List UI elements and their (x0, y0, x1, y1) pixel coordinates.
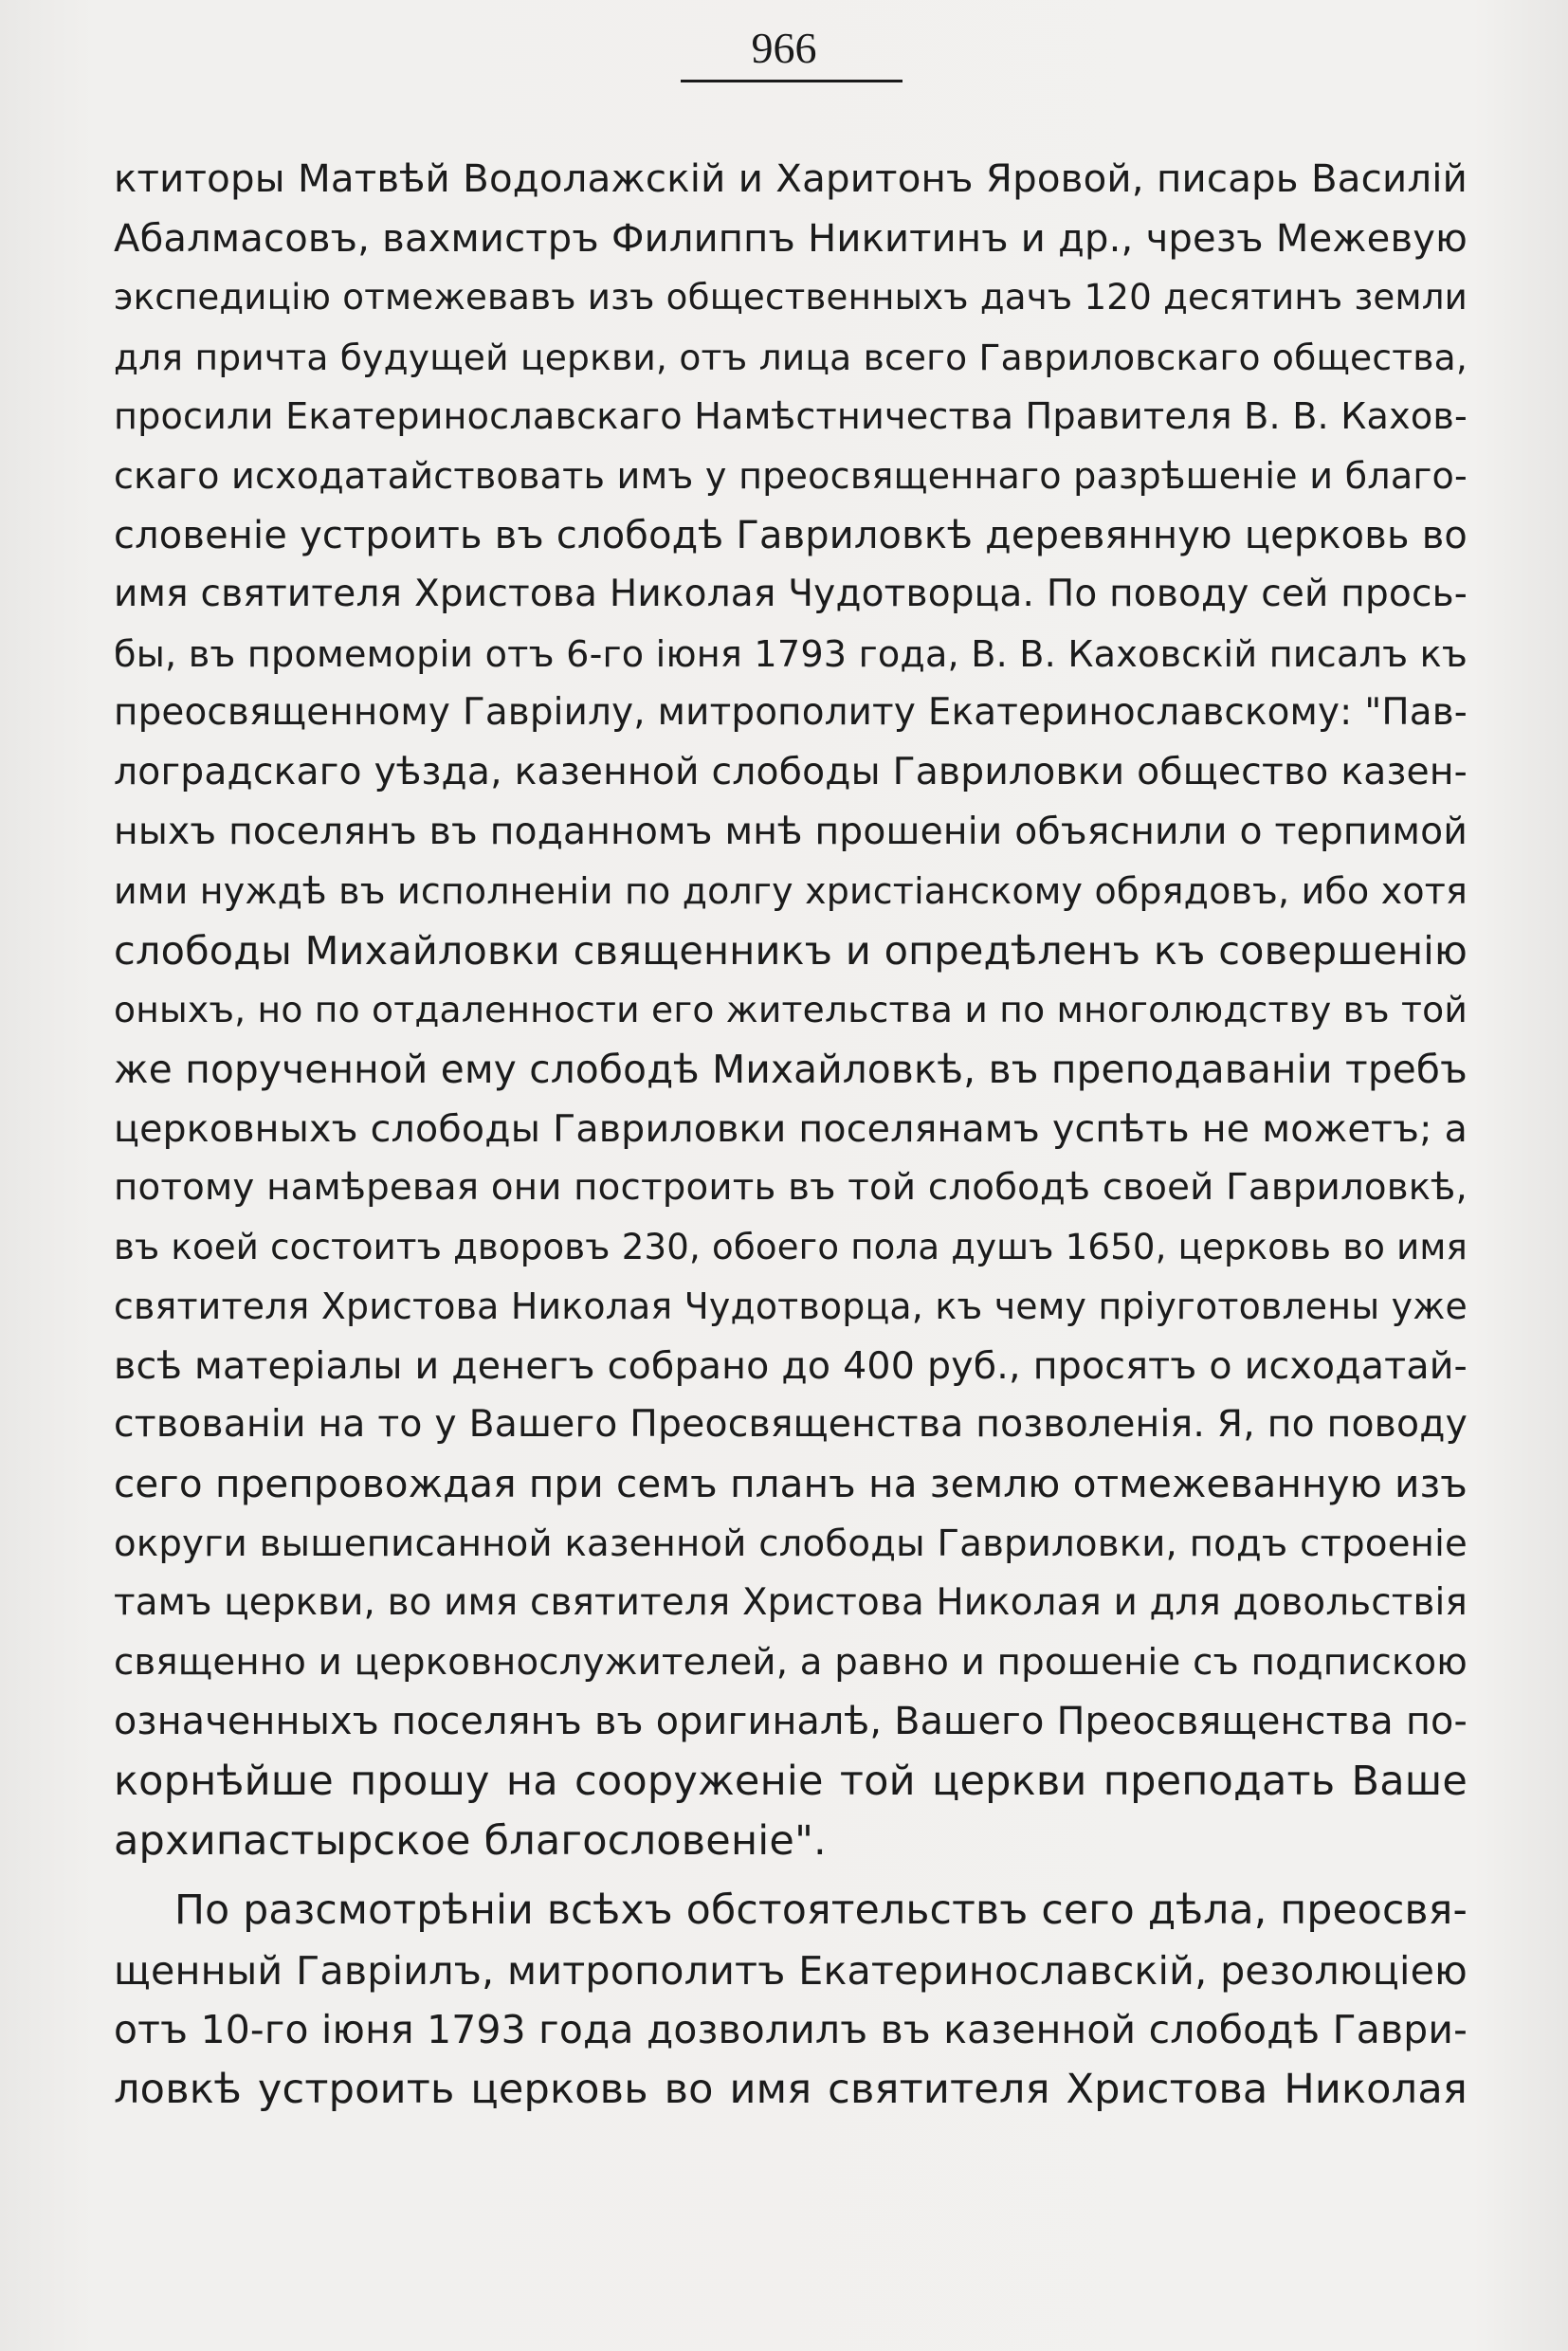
text-line: церковныхъ слободы Гавриловки поселянамъ успѣть не можетъ; а (114, 1106, 1468, 1151)
page-header (0, 24, 1568, 76)
text-line: въ коей состоитъ дворовъ 230, обоего пола душъ 1650, церковь во имя (114, 1226, 1468, 1267)
text-line: экспедицію отмежевавъ изъ общественныхъ дачъ 120 десятинъ земли (114, 277, 1468, 319)
text-line: имя святителя Христова Николая Чудотворца. По поводу сей прось- (114, 573, 1468, 616)
paragraph (114, 1882, 1468, 2119)
text-line: ныхъ поселянъ въ поданномъ мнѣ прошеніи объяснили о терпимой (114, 810, 1468, 853)
text-line: Абалмасовъ, вахмистръ Филиппъ Никитинъ и др., чрезъ Межевую (114, 216, 1468, 261)
text-line: оныхъ, но по отдаленности его жительства и по многолюдству въ той (114, 989, 1468, 1031)
text-line: скаго исходатайствовать имъ у преосвященнаго разрѣшеніе и благо- (114, 454, 1468, 497)
text-line: лоградскаго уѣзда, казенной слободы Гавриловки общество казен- (114, 750, 1468, 793)
text-line: потому намѣревая они построить въ той слободѣ своей Гавриловкѣ, (114, 1166, 1468, 1210)
header-rule (681, 80, 903, 82)
text-line: священно и церковнослужителей, а равно и прошеніе съ подпискою (114, 1640, 1468, 1684)
text-line: бы, въ промеморіи отъ 6-го іюня 1793 года, В. В. Каховскій писалъ къ (114, 632, 1468, 675)
text-line: округи вышеписанной казенной слободы Гавриловки, подъ строеніе (114, 1522, 1468, 1565)
text-line: ктиторы Матвѣй Водолажскій и Харитонъ Яровой, писарь Василій (114, 157, 1468, 201)
body-text (114, 150, 1468, 2120)
text-line: слободы Михайловки священникъ и опредѣленъ къ совершенію (114, 927, 1468, 974)
text-line: ствованіи на то у Вашего Преосвященства позволенія. Я, по поводу (114, 1403, 1468, 1447)
text-line: архипастырское благословеніе". (114, 1816, 827, 1865)
text-line: для причта будущей церкви, отъ лица всего Гавриловскаго общества, (114, 336, 1468, 378)
text-line: По разсмотрѣніи всѣхъ обстоятельствъ сего дѣла, преосвя- (174, 1887, 1468, 1935)
text-line: тамъ церкви, во имя святителя Христова Николая и для довольствія (114, 1581, 1468, 1625)
text-line: словеніе устроить въ слободѣ Гавриловкѣ деревянную церковь во (114, 513, 1468, 557)
page-number: 966 (751, 24, 817, 72)
text-line: сего препровождая при семъ планъ на землю отмежеванную изъ (114, 1462, 1468, 1507)
paragraph (114, 150, 1468, 1870)
paragraph-spacer (114, 1870, 1468, 1882)
text-line: корнѣйше прошу на сооруженіе той церкви преподать Ваше (114, 1758, 1468, 1806)
text-line: же порученной ему слободѣ Михайловкѣ, въ преподаваніи требъ (114, 1046, 1468, 1092)
text-line: щенный Гавріилъ, митрополитъ Екатеринославскій, резолюціею (114, 1947, 1468, 1994)
text-line: ими нуждѣ въ исполненіи по долгу христіанскому обрядовъ, ибо хотя (114, 870, 1468, 913)
text-line: святителя Христова Николая Чудотворца, къ чему пріуготовлены уже (114, 1285, 1468, 1328)
text-line: ловкѣ устроить церковь во имя святителя Христова Николая (114, 2066, 1468, 2113)
text-line: преосвященному Гавріилу, митрополиту Екатеринославскому: "Пав- (114, 691, 1468, 735)
text-line: означенныхъ поселянъ въ оригиналѣ, Вашего Преосвященства по- (114, 1700, 1468, 1744)
text-line: отъ 10-го іюня 1793 года дозволилъ въ казенной слободѣ Гаври- (114, 2007, 1468, 2053)
text-line: всѣ матеріалы и денегъ собрано до 400 руб., просятъ о исходатай- (114, 1343, 1468, 1388)
text-line: просили Екатеринославскаго Намѣстничества Правителя В. В. Кахов- (114, 395, 1468, 438)
